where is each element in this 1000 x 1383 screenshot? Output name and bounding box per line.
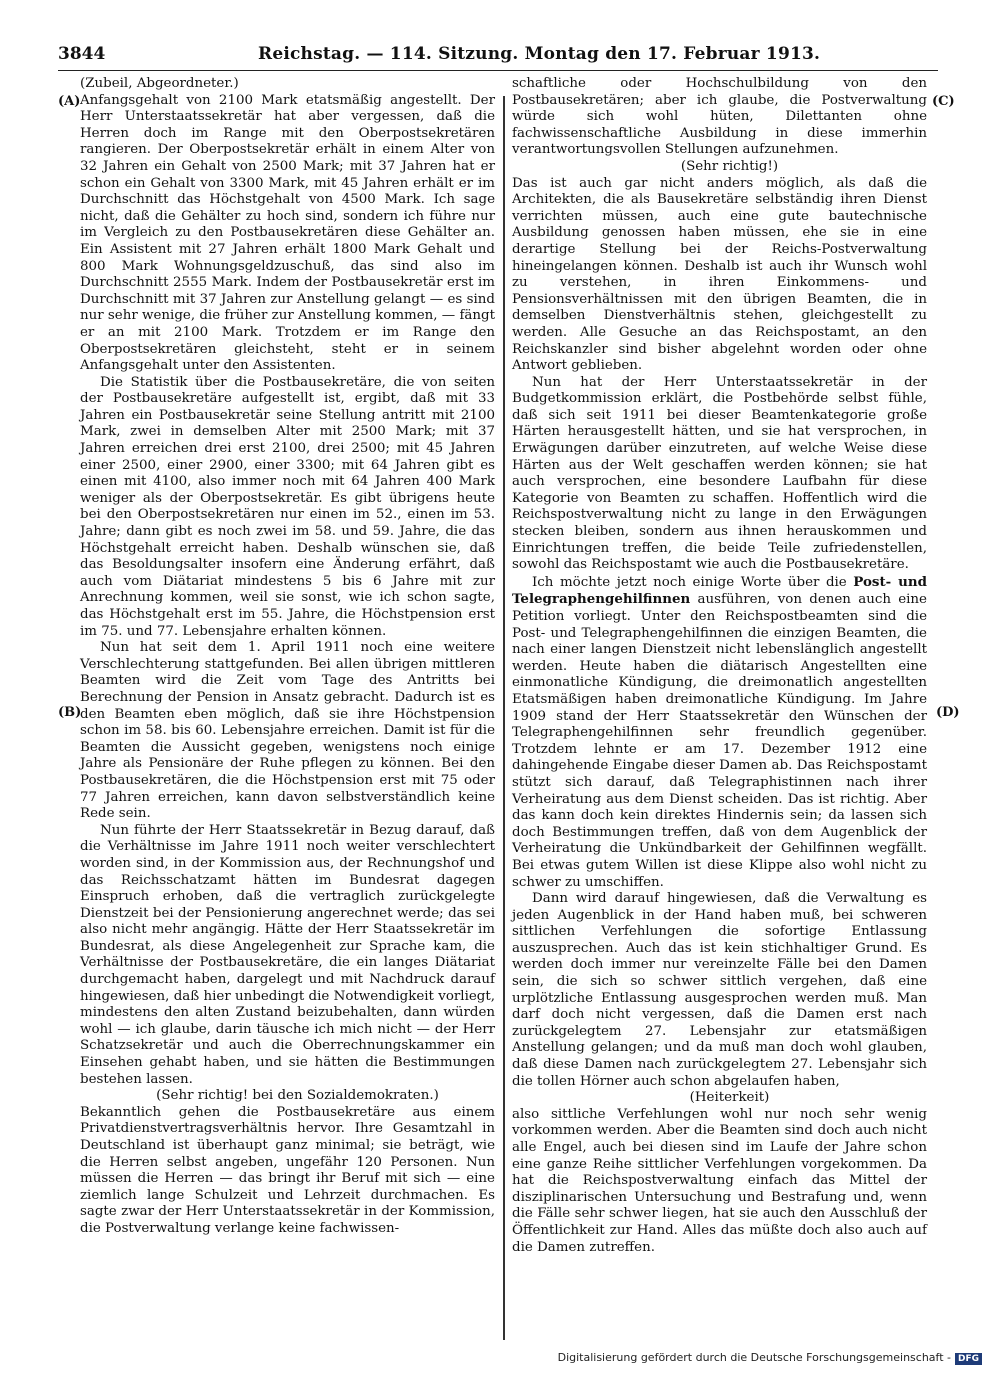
header-rule — [58, 70, 938, 71]
paragraph: Bekanntlich gehen die Postbausekretäre aus einem Privatdienstvertragsverhältnis hervor. Ihre Gesamtzahl in Deutschland ist überhaupt ganz minimal; sie beträgt, wie die Herren selbst angeben, ungefähr 120 Personen. Nun müssen die Herren — das bringt ihr Beruf mit sich — eine ziemlich lange Schulzeit und Lehrzeit durchmachen. Es sagte zwar der Herr Unterstaatssekretär in der Kommission, die Postverwaltung verlange keine fachwissen- — [80, 1104, 495, 1236]
margin-mark-c: (C) — [932, 94, 955, 109]
paragraph: also sittliche Verfehlungen wohl nur noch sehr wenig vorkommen werden. Aber die Beamten sind doch auch nicht alle Engel, auch bei diesen sind im Laufe der Jahre schon eine ganze Reihe sittlicher Verfehlungen vorgekommen. Da hat die Reichspostverwaltung einfach das Mittel der disziplinarischen Untersuchung und Bestrafung und, wenn die Fälle sehr schwer liegen, hat sie auch den Ausschluß der Öffentlichkeit zur Hand. Alles das müßte doch also auch auf die Damen zutreffen. — [512, 1106, 927, 1255]
interjection: (Sehr richtig! bei den Sozialdemokraten.) — [156, 1088, 439, 1104]
margin-mark-b: (B) — [58, 705, 82, 720]
speaker-name: (Zubeil, Abgeordneter.) — [80, 76, 239, 91]
bold-topic: Post- und Telegraphengehilfinnen — [512, 573, 927, 608]
footer-credit — [558, 1351, 982, 1365]
paragraph-text: ausführen, von denen auch eine Petition vorliegt. Unter den Reichspostbeamten sind die Post- und Telegraphengehilfinnen die einzigen Beamten, die nach einer langen Dienstzeit nicht lebenslänglich angestellt werden. Heute haben die diätarisch Angestellten eine einmonatliche Kündigung, die dreimonatlich angestellten Etatsmäßigen haben dreimonatliche Kündigung. Im Jahre 1909 stand der Herr Staatssekretär den Wünschen der Telegraphengehilfinnen sehr freundlich gegenüber. Trotzdem lehnte er am 17. Dezember 1912 eine dahingehende Eingabe dieser Damen ab. Das Reichspostamt stützt sich darauf, daß Telegraphistinnen nach ihrer Verheiratung aus dem Dienst scheiden. Das ist richtig. Aber das kann doch kein direktes Hindernis sein; da lassen sich doch Bestimmungen treffen, daß von dem Augenblick der Verheiratung die Unkündbarkeit der Gehilfinnen wegfällt. Bei etwas gutem Willen ist diese Klippe also wohl nicht zu schwer zu umschiffen. — [512, 592, 927, 890]
paragraph: Dann wird darauf hingewiesen, daß die Verwaltung es jeden Augenblick in der Hand haben muß, bei schweren sittlichen Verfehlungen die sofortige Entlassung auszusprechen. Auch das ist kein stichhaltiger Grund. Es werden doch immer nur vereinzelte Fälle bei den Damen sein, die sich so schwer sittlich vergehen, daß eine urplötzliche Entlassung ausgesprochen werden muß. Man darf doch nicht vergessen, daß die Damen erst nach zurückgelegtem 27. Lebensjahr zur etatsmäßigen Anstellung gelangen; und da muß man doch wohl glauben, daß diese Damen nach zurückgelegtem 27. Lebensjahr sich die tollen Hörner auch schon abgelaufen haben, — [512, 891, 927, 1089]
dfg-logo: DFG — [955, 1353, 982, 1365]
interjection: (Sehr richtig!) — [680, 158, 779, 174]
page-header — [58, 44, 938, 70]
paragraph: schaftliche oder Hochschulbildung von den Postbausekretären; aber ich glaube, die Postverwaltung würde sich wohl hüten, Dilettanten ohne fachwissenschaftliche Ausbildung in diese immerhin verantwortungsvollen Stellungen aufzunehmen. — [512, 76, 927, 158]
paragraph: Anfangsgehalt von 2100 Mark etatsmäßig angestellt. Der Herr Unterstaatssekretär hat aber vergessen, daß die Herren doch im Range mit den Oberpostsekretären rangieren. Der Oberpostsekretär erhält in einem Alter von 32 Jahren ein Gehalt von 2500 Mark; mit 37 Jahren hat er schon ein Gehalt von 3300 Mark, mit 45 Jahren erhält er im Durchschnitt das Höchstgehalt von 4500 Mark. Ich sage nicht, daß die Gehälter zu hoch sind, sondern ich führe nur im Vergleich zu den Postbausekretären diese Gehälter an. Ein Assistent mit 27 Jahren erhält 1800 Mark Gehalt und 800 Mark Wohnungsgeldzuschuß, das sind also im Durchschnitt 2555 Mark. Indem der Postbausekretär erst im Durchschnitt mit 37 Jahren zur Anstellung gelangt — es sind nur sehr wenige, die früher zur Anstellung kommen, — fängt er an mit 2100 Mark. Trotzdem er im Range den Oberpostsekretären gleichsteht, steht er in seinem Anfangsgehalt unter den Assistenten. — [80, 92, 495, 374]
paragraph: Nun hat der Herr Unterstaatssekretär in der Budgetkommission erklärt, die Postbehörde selbst fühle, daß sich seit 1911 bei dieser Beamtenkategorie große Härten herausgestellt hätten, und sie hat versprochen, in Erwägungen darüber einzutreten, auf welche Weise diese Härten aus der Welt geschaffen werden können; sie hat auch versprochen, eine besondere Laufbahn für diese Kategorie von Beamten zu schaffen. Hoffentlich wird die Reichspostverwaltung nicht zu lange in den Erwägungen stecken bleiben, sondern aus ihnen herauskommen und Einrichtungen treffen, die beide Teile zufriedenstellen, sowohl das Reichspostamt wie auch die Postbausekretäre. — [512, 374, 927, 573]
page-title: Reichstag. — 114. Sitzung. Montag den 17. Februar 1913. — [258, 44, 821, 64]
paragraph-text: Ich möchte jetzt noch einige Worte über die — [532, 574, 854, 590]
margin-mark-d: (D) — [936, 705, 960, 720]
footer-text: Digitalisierung gefördert durch die Deutsche Forschungsgemeinschaft - — [557, 1351, 951, 1364]
paragraph: Nun führte der Herr Staatssekretär in Bezug darauf, daß die Verhältnisse im Jahre 1911 noch weiter verschlechtert worden sind, in der Kommission aus, der Rechnungshof und das Reichsschatzamt hätten im Bundesrat dagegen Einspruch erhoben, daß die vertraglich zurückgelegte Dienstzeit bei der Pensionierung angerechnet werde; das sei also nicht mehr angängig. Hätte der Herr Staatssekretär im Bundesrat, als diese Angelegenheit zur Sprache kam, die Verhältnisse der Postbausekretäre, die ein langes Diätariat durchgemacht haben, dargelegt und mit Nachdruck darauf hingewiesen, daß hier unbedingt die Notwendigkeit vorliegt, mindestens den alten Zustand beizubehalten, dann würden wohl — ich glaube, darin täusche ich mich nicht — der Herr Schatzsekretär und auch die Oberrechnungskammer ein Einsehen gehabt haben, und sie hätten die Bestimmungen bestehen lassen. — [80, 822, 495, 1087]
column-divider — [503, 96, 505, 1340]
page-number: 3844 — [58, 44, 106, 64]
interjection: (Heiterkeit) — [689, 1090, 770, 1106]
right-column — [512, 76, 927, 1256]
margin-mark-a: (A) — [58, 94, 81, 109]
paragraph: Nun hat seit dem 1. April 1911 noch eine weitere Verschlechterung stattgefunden. Bei allen übrigen mittleren Beamten wird die Zeit vom Tage des Antritts bei Berechnung der Pension in Ansatz gebracht. Dadurch ist es den Beamten eben möglich, daß sie ihre Höchstpension schon im 58. bis 60. Lebensjahre erreichen. Damit ist für die Beamten die Aussicht gegeben, wenigstens noch einige Jahre als Pensionäre der Ruhe pflegen zu können. Bei den Postbausekretären, die die Höchstpension erst mit 75 oder 77 Jahren erreichen, kann davon selbstverständlich keine Rede sein. — [80, 640, 495, 822]
paragraph — [512, 574, 927, 891]
paragraph: Das ist auch gar nicht anders möglich, als daß die Architekten, die als Bausekretäre selbständig ihren Dienst verrichten müssen, auch eine gute bautechnische Ausbildung genossen haben müssen, ehe sie in eine derartige Stellung bei der Reichs-Postverwaltung hineingelangen können. Deshalb ist auch ihr Wunsch wohl zu verstehen, in ihren Einkommens- und Pensionsverhältnissen mit den übrigen Beamten, die in demselben Dienstverhältnis stehen, gleichgestellt zu werden. Alle Gesuche an das Reichspostamt, an den Reichskanzler sind bisher abgelehnt worden oder ohne Antwort geblieben. — [512, 175, 927, 374]
left-column — [80, 76, 495, 1238]
paragraph: Die Statistik über die Postbausekretäre, die von seiten der Postbausekretäre aufgestellt ist, ergibt, daß mit 33 Jahren ein Postbausekretär seine Stellung antritt mit 2100 Mark, zwei in demselben Alter mit 2500 Mark; mit 37 Jahren erreichen drei erst 2100, drei 2500; mit 45 Jahren einer 2500, einer 2900, einer 3300; mit 64 Jahren gibt es einen mit 4100, also immer noch mit 64 Jahren 400 Mark weniger als der Oberpostsekretär. Es gibt übrigens heute bei den Oberpostsekretären nur einen im 52., einen im 53. Jahre; dann gibt es noch zwei im 58. und 59. Jahre, die das Höchstgehalt erreicht haben. Deshalb wünschen sie, daß das Besoldungsalter insofern eine Änderung erfährt, daß auch vom Diätariat mindestens 5 bis 6 Jahre mit zur Anrechnung kommen, weil sie sonst, wie ich schon sagte, das Höchstgehalt erst im 55. Jahre, die Höchstpension erst im 75. und 77. Lebensjahre erhalten können. — [80, 374, 495, 639]
